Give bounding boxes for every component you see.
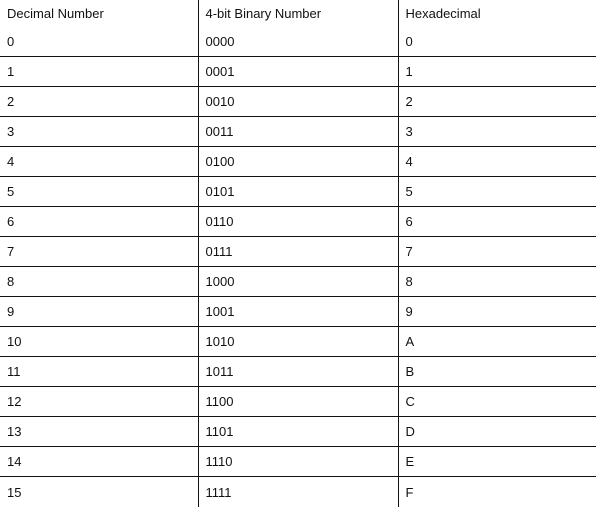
table-row bbox=[0, 267, 596, 297]
hexadecimal-cell: 4 bbox=[398, 147, 596, 177]
binary-cell: 0101 bbox=[198, 177, 398, 207]
binary-cell: 0111 bbox=[198, 237, 398, 267]
decimal-cell: 10 bbox=[7, 334, 22, 349]
binary-cell: 1000 bbox=[198, 267, 398, 297]
binary-cell: 1001 bbox=[198, 297, 398, 327]
hexadecimal-cell: 1 bbox=[398, 57, 596, 87]
binary-cell: 1100 bbox=[198, 387, 398, 417]
decimal-cell: 11 bbox=[7, 364, 21, 379]
decimal-cell: 4 bbox=[7, 154, 15, 169]
hexadecimal-cell: 5 bbox=[398, 177, 596, 207]
header-row bbox=[0, 0, 596, 27]
decimal-cell: 14 bbox=[7, 454, 22, 469]
table-row bbox=[0, 27, 596, 57]
hexadecimal-cell: A bbox=[398, 327, 596, 357]
table-row bbox=[0, 357, 596, 387]
decimal-cell: 13 bbox=[7, 424, 22, 439]
hexadecimal-cell: 9 bbox=[398, 297, 596, 327]
hexadecimal-cell: 6 bbox=[398, 207, 596, 237]
hexadecimal-cell: 8 bbox=[398, 267, 596, 297]
table-row bbox=[0, 57, 596, 87]
decimal-cell: 7 bbox=[7, 244, 15, 259]
binary-cell: 1011 bbox=[198, 357, 398, 387]
table-row bbox=[0, 417, 596, 447]
binary-cell: 0000 bbox=[198, 27, 398, 57]
table-row bbox=[0, 237, 596, 267]
binary-cell: 0011 bbox=[198, 117, 398, 147]
binary-cell: 0110 bbox=[198, 207, 398, 237]
hexadecimal-cell: F bbox=[398, 477, 596, 508]
binary-cell: 0100 bbox=[198, 147, 398, 177]
table-row bbox=[0, 177, 596, 207]
table-row bbox=[0, 447, 596, 477]
decimal-cell: 9 bbox=[7, 304, 15, 319]
decimal-cell: 8 bbox=[7, 274, 15, 289]
hexadecimal-cell: D bbox=[398, 417, 596, 447]
binary-cell: 1010 bbox=[198, 327, 398, 357]
hexadecimal-cell: 7 bbox=[398, 237, 596, 267]
header-hexadecimal: Hexadecimal bbox=[398, 0, 596, 27]
table-body bbox=[0, 27, 596, 507]
decimal-cell: 2 bbox=[7, 94, 15, 109]
binary-cell: 1101 bbox=[198, 417, 398, 447]
table-header bbox=[0, 0, 596, 27]
table-row bbox=[0, 297, 596, 327]
decimal-cell: 12 bbox=[7, 394, 22, 409]
hexadecimal-cell: B bbox=[398, 357, 596, 387]
table-row bbox=[0, 387, 596, 417]
decimal-cell: 5 bbox=[7, 184, 15, 199]
table-row bbox=[0, 117, 596, 147]
binary-cell: 1110 bbox=[198, 447, 398, 477]
table-row bbox=[0, 207, 596, 237]
table-row bbox=[0, 327, 596, 357]
hexadecimal-cell: 3 bbox=[398, 117, 596, 147]
table-row bbox=[0, 147, 596, 177]
hexadecimal-cell: 0 bbox=[398, 27, 596, 57]
table-row bbox=[0, 477, 596, 508]
binary-cell: 1111 bbox=[198, 477, 398, 508]
decimal-cell: 1 bbox=[7, 64, 15, 79]
table-row bbox=[0, 87, 596, 117]
header-decimal: Decimal Number bbox=[7, 6, 104, 21]
binary-cell: 0001 bbox=[198, 57, 398, 87]
decimal-cell: 6 bbox=[7, 214, 15, 229]
decimal-cell: 3 bbox=[7, 124, 15, 139]
decimal-cell: 0 bbox=[7, 34, 15, 49]
hexadecimal-cell: 2 bbox=[398, 87, 596, 117]
header-binary: 4-bit Binary Number bbox=[198, 0, 398, 27]
hexadecimal-cell: C bbox=[398, 387, 596, 417]
hexadecimal-cell: E bbox=[398, 447, 596, 477]
decimal-cell: 15 bbox=[7, 484, 22, 500]
binary-cell: 0010 bbox=[198, 87, 398, 117]
